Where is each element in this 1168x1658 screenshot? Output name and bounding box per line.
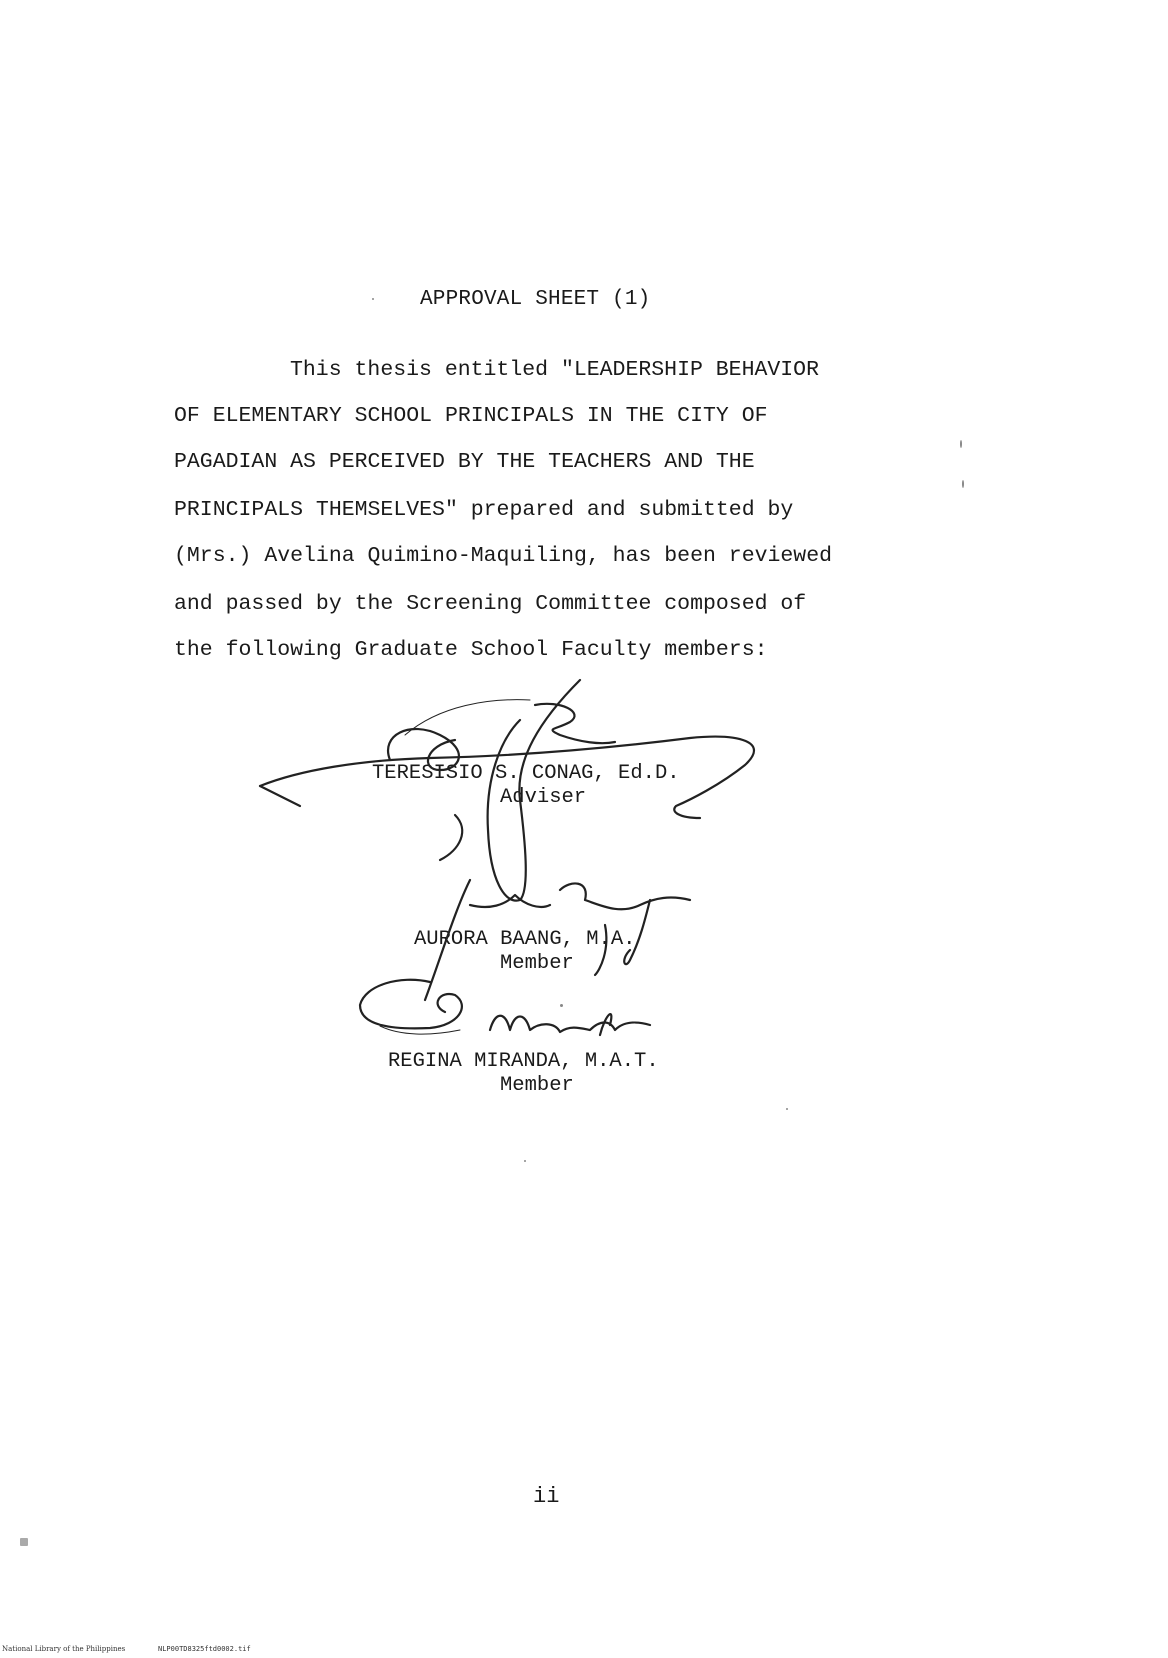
signatory-role: Member	[500, 952, 574, 975]
signature-member1-stroke	[560, 883, 690, 909]
signature-adviser-stroke	[405, 700, 530, 735]
signature-member2-stroke	[380, 1026, 460, 1034]
scan-speck	[962, 480, 964, 488]
signatory-role: Adviser	[500, 786, 587, 809]
signatory-adviser	[372, 762, 680, 810]
signature-member1-stroke	[470, 895, 550, 907]
paragraph-line: PRINCIPALS THEMSELVES" prepared and submitted by	[174, 498, 794, 522]
footer-file-id: NLP00TD8325ftd0002.tif	[158, 1645, 251, 1653]
scan-speck	[372, 298, 374, 300]
paragraph-line: OF ELEMENTARY SCHOOL PRINCIPALS IN THE CITY OF	[174, 404, 768, 428]
signatory-member-2	[388, 1050, 659, 1098]
paragraph-line: This thesis entitled "LEADERSHIP BEHAVIOR	[290, 358, 819, 382]
page-number: ii	[533, 1484, 560, 1509]
scan-speck	[960, 440, 962, 448]
scan-speck	[786, 1108, 788, 1110]
scan-speck	[560, 1004, 563, 1007]
signature-adviser-stroke	[260, 786, 300, 806]
signature-member2-stroke	[360, 980, 462, 1029]
page-title: APPROVAL SHEET (1)	[420, 288, 651, 311]
paragraph-line: PAGADIAN AS PERCEIVED BY THE TEACHERS AND THE	[174, 450, 755, 474]
signatory-role: Member	[500, 1074, 574, 1097]
scan-speck	[20, 1538, 28, 1546]
paragraph-line: and passed by the Screening Committee composed of	[174, 592, 807, 616]
signature-adviser-stroke	[535, 704, 615, 743]
footer-library: National Library of the Philippines	[2, 1645, 126, 1653]
signatory-name: REGINA MIRANDA, M.A.T.	[388, 1050, 659, 1073]
signatory-name: TERESISIO S. CONAG, Ed.D.	[372, 762, 680, 785]
paragraph-line: (Mrs.) Avelina Quimino-Maquiling, has been reviewed	[174, 544, 833, 568]
signatory-member-1	[414, 928, 635, 976]
signature-adviser-stroke	[440, 815, 462, 860]
paragraph-line: the following Graduate School Faculty members:	[174, 638, 768, 662]
signature-member2-stroke	[490, 1016, 650, 1032]
scan-speck	[524, 1160, 526, 1162]
signature-member2-stroke	[600, 1014, 611, 1035]
signatory-name: AURORA BAANG, M.A.	[414, 928, 636, 951]
